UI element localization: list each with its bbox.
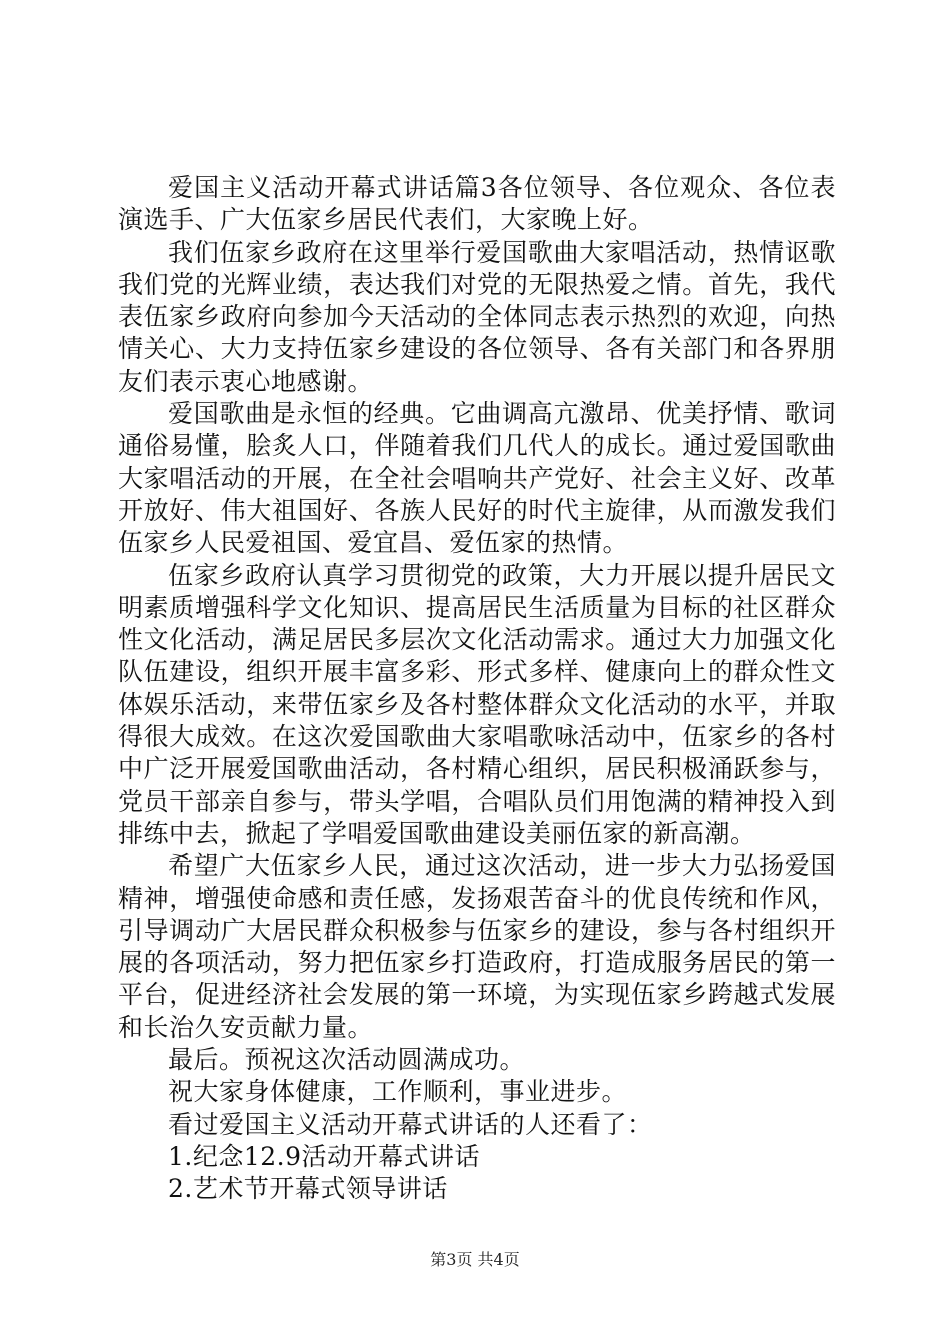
paragraph-hope: 希望广大伍家乡人民，通过这次活动，进一步大力弘扬爱国精神，增强使命感和责任感，发扬艰苦奋斗的优良传统和作风，引导调动广大居民群众积极参与伍家乡的建设，参与各村组织开展的各项活动，努力把伍家乡打造政府，打造成服务居民的第一平台，促进经济社会发展的第一环境，为实现伍家乡跨越式发展和长治久安贡献力量。 [118,851,836,1042]
document-body [118,172,836,1206]
page-footer: 第3页 共4页 [430,1250,520,1269]
related-item-1[interactable]: 1.纪念12.9活动开幕式讲话 [168,1141,481,1171]
paragraph-welcome: 我们伍家乡政府在这里举行爱国歌曲大家唱活动，热情讴歌我们党的光辉业绩，表达我们对党的无限热爱之情。首先，我代表伍家乡政府向参加今天活动的全体同志表示热烈的欢迎，向热情关心、大力支持伍家乡建设的各位领导、各有关部门和各界朋友们表示衷心地感谢。 [118,237,836,396]
closing-line-wish-success: 最后。预祝这次活动圆满成功。 [168,1045,526,1075]
paragraph-opening: 爱国主义活动开幕式讲话篇3各位领导、各位观众、各位表演选手、广大伍家乡居民代表们，大家晚上好。 [118,173,836,235]
closing-line-blessing: 祝大家身体健康，工作顺利，事业进步。 [168,1077,628,1107]
related-heading: 看过爱国主义活动开幕式讲话的人还看了： [168,1109,653,1139]
related-item-2[interactable]: 2.艺术节开幕式领导讲话 [168,1174,448,1204]
paragraph-government-work: 伍家乡政府认真学习贯彻党的政策，大力开展以提升居民文明素质增强科学文化知识、提高居民生活质量为目标的社区群众性文化活动，满足居民多层次文化活动需求。通过大力加强文化队伍建设，组织开展丰富多彩、形式多样、健康向上的群众性文体娱乐活动，来带伍家乡及各村整体群众文化活动的水平，并取得很大成效。在这次爱国歌曲大家唱歌咏活动中，伍家乡的各村中广泛开展爱国歌曲活动，各村精心组织，居民积极涌跃参与，党员干部亲自参与，带头学唱，合唱队员们用饱满的精神投入到排练中去，掀起了学唱爱国歌曲建设美丽伍家的新高潮。 [118,560,836,848]
paragraph-patriotic-songs: 爱国歌曲是永恒的经典。它曲调高亢激昂、优美抒情、歌词通俗易懂，脍炙人口，伴随着我们几代人的成长。通过爱国歌曲大家唱活动的开展，在全社会唱响共产党好、社会主义好、改革开放好、伟大祖国好、各族人民好的时代主旋律，从而激发我们伍家乡人民爱祖国、爱宜昌、爱伍家的热情。 [118,399,836,558]
